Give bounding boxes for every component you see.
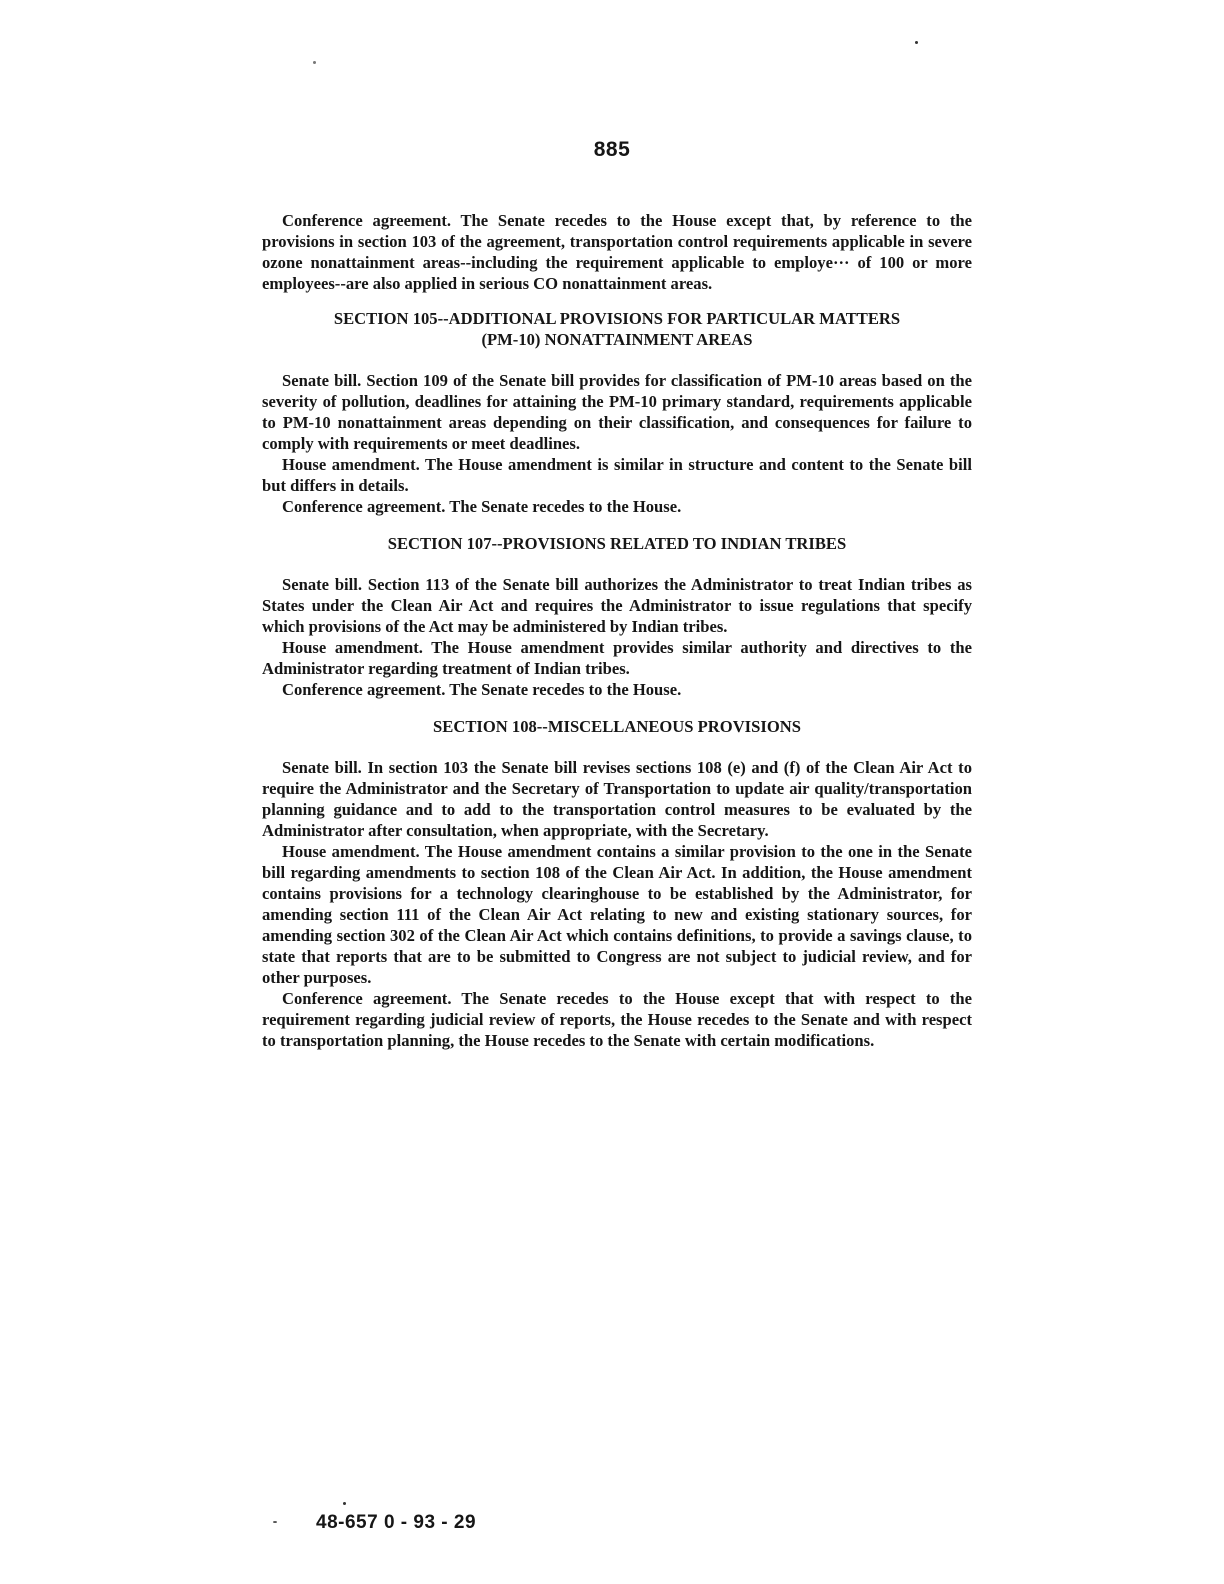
- section-107-senate-bill-paragraph: Senate bill. Section 113 of the Senate bill authorizes the Administrator to treat Indian tribes as States under the Clean Air Act and requires the Administrator to issue regulations that specify which provisions of the Act may be administered by Indian tribes.: [262, 575, 972, 636]
- page-number: 885: [593, 138, 631, 161]
- section-105-heading: [262, 308, 972, 350]
- section-107-heading: SECTION 107--PROVISIONS RELATED TO INDIAN TRIBES: [387, 534, 847, 553]
- section-108-conference-agreement-paragraph: Conference agreement. The Senate recedes to the House except that with respect to the requirement regarding judicial review of reports, the House recedes to the Senate and with respect to transportation planning, the House recedes to the Senate with certain modifications.: [262, 989, 972, 1050]
- document-body: [262, 210, 972, 1051]
- scan-speck: [915, 41, 918, 44]
- scan-speck: [273, 1521, 277, 1523]
- section-105-senate-bill-paragraph: Senate bill. Section 109 of the Senate bill provides for classification of PM-10 areas based on the severity of pollution, deadlines for attaining the PM-10 primary standard, requirements applicable to PM-10 nonattainment areas depending on their classification, and consequences for failure to comply with requirements or meet deadlines.: [262, 371, 972, 453]
- scan-speck: [343, 1502, 346, 1505]
- scan-speck: [313, 61, 316, 64]
- section-105-heading-line-2: (PM-10) NONATTAINMENT AREAS: [481, 330, 753, 349]
- section-107-house-amendment-paragraph: House amendment. The House amendment provides similar authority and directives to the Administrator regarding treatment of Indian tribes.: [262, 638, 972, 678]
- section-105-heading-line-1: SECTION 105--ADDITIONAL PROVISIONS FOR PARTICULAR MATTERS: [333, 309, 901, 328]
- section-108-senate-bill-paragraph: Senate bill. In section 103 the Senate bill revises sections 108 (e) and (f) of the Clean Air Act to require the Administrator and the Secretary of Transportation to update air quality/transportation planning guidance and to add to the transportation control measures to be evaluated by the Administrator after consultation, when appropriate, with the Secretary.: [262, 758, 972, 840]
- intro-conference-agreement-paragraph: Conference agreement. The Senate recedes to the House except that, by reference to the provisions in section 103 of the agreement, transportation control requirements applicable in severe ozone nonattainment areas--including the requirement applicable to employe··· of 100 or more employees--are also applied in serious CO nonattainment areas.: [262, 211, 972, 293]
- section-107-conference-agreement-paragraph: Conference agreement. The Senate recedes to the House.: [282, 680, 682, 699]
- section-105-conference-agreement-paragraph: Conference agreement. The Senate recedes to the House.: [282, 497, 682, 516]
- section-108-heading: SECTION 108--MISCELLANEOUS PROVISIONS: [433, 717, 801, 736]
- print-job-code: 48-657 0 - 93 - 29: [316, 1512, 477, 1533]
- section-108-house-amendment-paragraph: House amendment. The House amendment contains a similar provision to the one in the Senate bill regarding amendments to section 108 of the Clean Air Act. In addition, the House amendment contains provisions for a technology clearinghouse to be established by the Administrator, for amending section 111 of the Clean Air Act relating to new and existing stationary sources, for amending section 302 of the Clean Air Act which contains definitions, to provide a savings clause, to state that reports that are to be submitted to Congress are not subject to judicial review, and for other purposes.: [262, 842, 972, 987]
- section-105-house-amendment-paragraph: House amendment. The House amendment is similar in structure and content to the Senate bill but differs in details.: [262, 455, 972, 495]
